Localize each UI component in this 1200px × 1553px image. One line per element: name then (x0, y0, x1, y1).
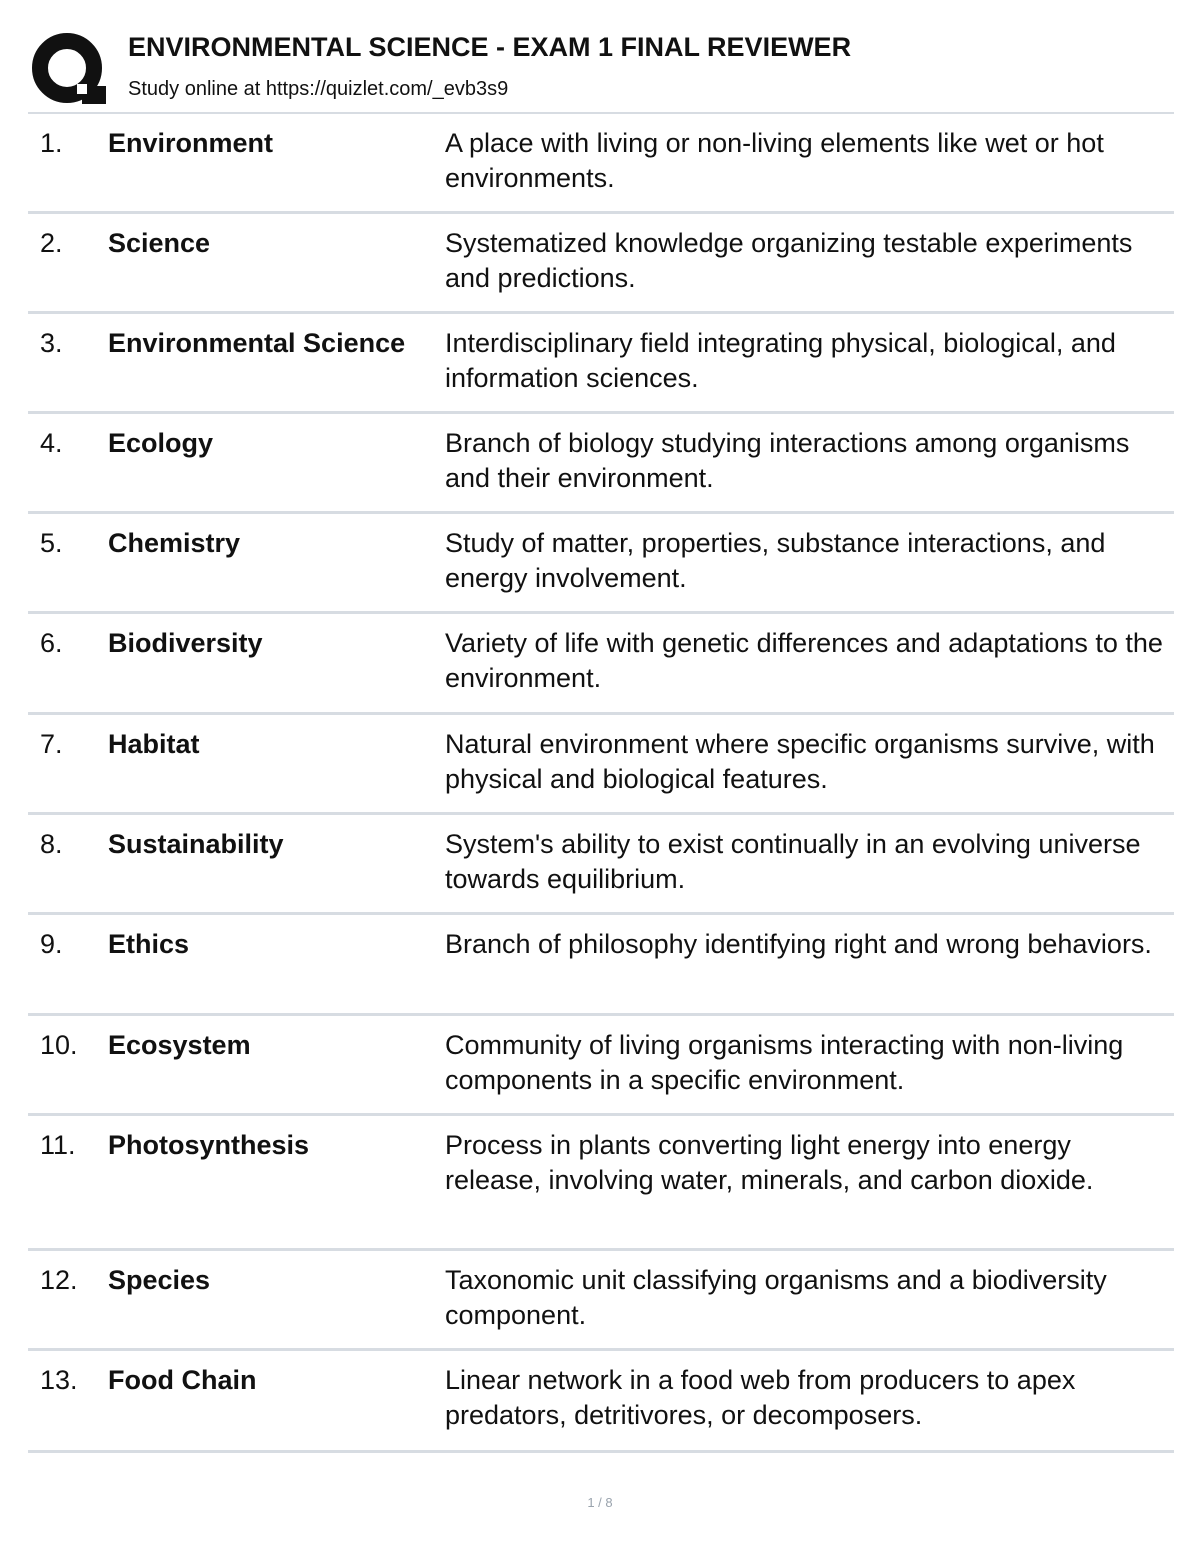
term-word: Ethics (108, 929, 190, 959)
term-row (28, 815, 1174, 915)
term-definition: Taxonomic unit classifying organisms and a biodiversity component. (445, 1265, 1107, 1330)
term-row (28, 915, 1174, 1016)
term-number: 1. (40, 128, 63, 158)
term-definition: Branch of biology studying interactions among organisms and their environment. (445, 428, 1130, 493)
term-word: Chemistry (108, 528, 241, 558)
term-definition: Variety of life with genetic differences and adaptations to the environment. (445, 628, 1163, 693)
term-number: 12. (40, 1265, 78, 1295)
term-row (28, 114, 1174, 214)
term-definition: Natural environment where specific organisms survive, with physical and biological features. (445, 729, 1155, 794)
page-number: 1 / 8 (587, 1495, 613, 1510)
study-online-link[interactable]: Study online at https://quizlet.com/_evb3s9 (128, 78, 509, 100)
term-number: 10. (40, 1030, 78, 1060)
term-number: 4. (40, 428, 63, 458)
term-definition: A place with living or non-living elements like wet or hot environments. (445, 128, 1104, 193)
term-word: Ecosystem (108, 1030, 251, 1060)
term-definition: Systematized knowledge organizing testable experiments and predictions. (445, 228, 1133, 293)
term-word: Science (108, 228, 211, 258)
term-word: Sustainability (108, 829, 284, 859)
term-list (28, 114, 1174, 1453)
term-number: 2. (40, 228, 63, 258)
term-row (28, 614, 1174, 715)
term-definition: System's ability to exist continually in an evolving universe towards equilibrium. (445, 829, 1141, 894)
term-number: 8. (40, 829, 63, 859)
term-definition: Process in plants converting light energy into energy release, involving water, minerals, and carbon dioxide. (445, 1130, 1094, 1195)
term-number: 11. (40, 1130, 76, 1160)
term-number: 3. (40, 328, 63, 358)
document-title: ENVIRONMENTAL SCIENCE - EXAM 1 FINAL REVIEWER (128, 32, 852, 62)
term-row (28, 1116, 1174, 1251)
term-row (28, 514, 1174, 614)
term-word: Photosynthesis (108, 1130, 310, 1160)
term-number: 5. (40, 528, 63, 558)
term-word: Food Chain (108, 1365, 257, 1395)
term-definition: Community of living organisms interacting with non-living components in a specific environment. (445, 1030, 1124, 1095)
term-definition: Linear network in a food web from producers to apex predators, detritivores, or decomposers. (445, 1365, 1076, 1430)
term-word: Habitat (108, 729, 200, 759)
term-word: Environmental Science (108, 328, 406, 358)
term-word: Environment (108, 128, 274, 158)
term-row (28, 414, 1174, 514)
term-definition: Study of matter, properties, substance interactions, and energy involvement. (445, 528, 1106, 593)
quizlet-q-logo-icon (30, 30, 108, 108)
term-number: 13. (40, 1365, 78, 1395)
term-number: 7. (40, 729, 63, 759)
term-number: 9. (40, 929, 63, 959)
term-definition: Branch of philosophy identifying right and wrong behaviors. (445, 929, 1152, 959)
term-row (28, 1251, 1174, 1351)
term-word: Biodiversity (108, 628, 263, 658)
term-definition: Interdisciplinary field integrating physical, biological, and information sciences. (445, 328, 1116, 393)
term-row (28, 1351, 1174, 1453)
term-number: 6. (40, 628, 63, 658)
document-header (28, 28, 1174, 112)
term-row (28, 214, 1174, 314)
term-word: Species (108, 1265, 211, 1295)
term-row (28, 715, 1174, 815)
term-row (28, 314, 1174, 414)
term-row (28, 1016, 1174, 1116)
term-word: Ecology (108, 428, 214, 458)
